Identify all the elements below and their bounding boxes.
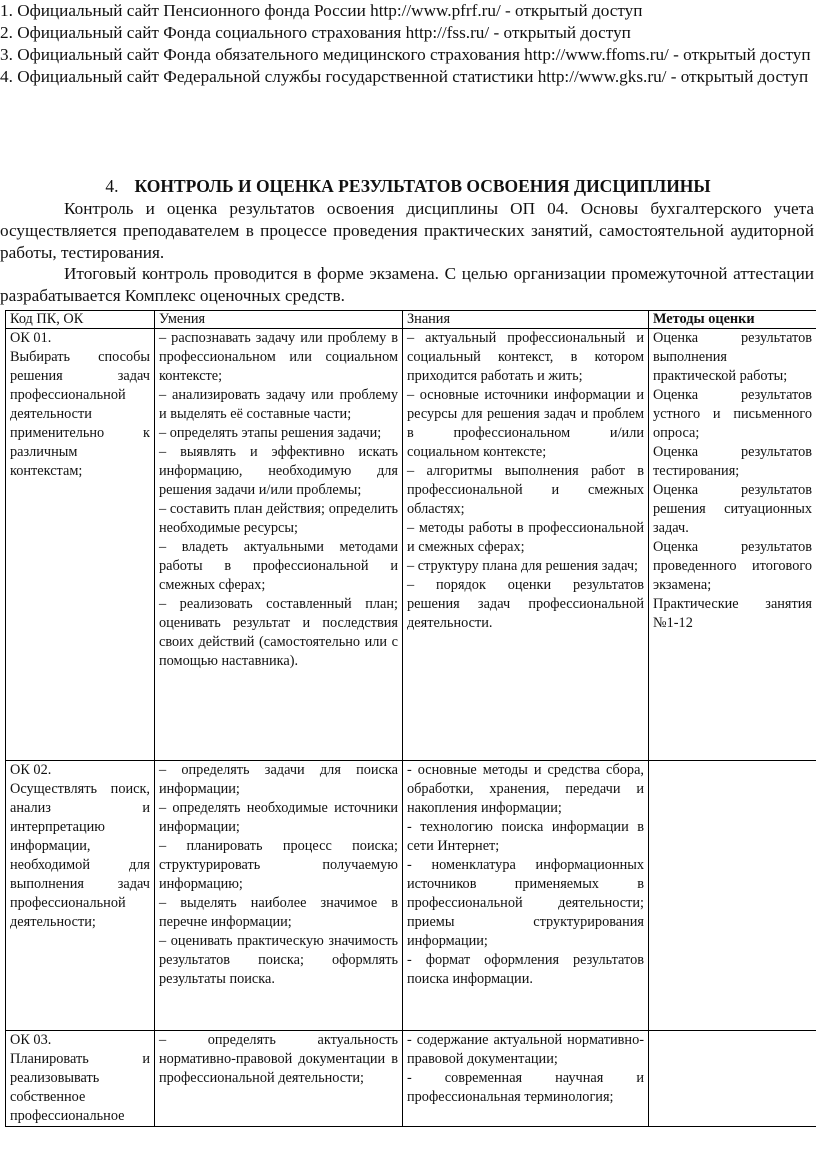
- skills-list: [159, 329, 398, 671]
- cell-line: – реализовать составленный план; оценивать результат и последствия своих действий (самостоятельно или с помощью наставника).: [159, 596, 398, 669]
- cell-line: – владеть актуальными методами работы в профессиональной и смежных сферах;: [159, 539, 398, 593]
- knowledge-list: [407, 761, 644, 989]
- cell-line: – оценивать практическую значимость результатов поиска; оформлять результаты поиска.: [159, 933, 398, 987]
- skills-list: [159, 761, 398, 989]
- knowledge-cell: [403, 761, 649, 1031]
- cell-line: - современная научная и профессиональная терминология;: [407, 1070, 644, 1105]
- header-methods: Методы оценки: [649, 311, 816, 329]
- cell-line: Практические занятия №1-12: [653, 596, 812, 631]
- cell-line: – порядок оценки результатов решения задач профессиональной деятельности.: [407, 577, 644, 631]
- cell-line: - содержание актуальной нормативно-правовой документации;: [407, 1032, 644, 1067]
- cell-line: Оценка результатов решения ситуационных задач.: [653, 482, 812, 536]
- competency-code: ОК 03.: [10, 1032, 52, 1048]
- header-code: Код ПК, ОК: [6, 311, 155, 329]
- methods-cell: [649, 329, 816, 761]
- section-title: КОНТРОЛЬ И ОЦЕНКА РЕЗУЛЬТАТОВ ОСВОЕНИЯ ДИСЦИПЛИНЫ: [134, 176, 711, 196]
- table-row: [6, 1031, 816, 1127]
- cell-line: – определять актуальность нормативно-правовой документации в профессиональной деятельности;: [159, 1032, 398, 1086]
- competency-cell: [6, 761, 155, 1031]
- skills-cell: [155, 329, 403, 761]
- cell-line: – структуру плана для решения задач;: [407, 558, 639, 574]
- knowledge-list: [407, 329, 644, 633]
- table-header-row: [6, 311, 816, 329]
- cell-line: – основные источники информации и ресурсы для решения задач и проблем в профессиональном и/или социальном контексте;: [407, 387, 644, 460]
- knowledge-list: [407, 1031, 644, 1107]
- reference-item: 1. Официальный сайт Пенсионного фонда России http://www.pfrf.ru/ - открытый доступ: [0, 1, 643, 20]
- competency-code: ОК 01.: [10, 330, 52, 346]
- cell-line: – актуальный профессиональный и социальный контекст, в котором приходится работать и жить;: [407, 330, 644, 384]
- table-row: [6, 761, 816, 1031]
- reference-list: [0, 0, 814, 88]
- cell-line: – методы работы в профессиональной и смежных сферах;: [407, 520, 644, 555]
- competency-code: ОК 02.: [10, 762, 52, 778]
- cell-line: – распознавать задачу или проблему в профессиональном или социальном контексте;: [159, 330, 398, 384]
- competency-cell: [6, 1031, 155, 1127]
- competency-description: Осуществлять поиск, анализ и интерпретацию информации, необходимой для выполнения задач профессиональной деятельности;: [10, 781, 150, 930]
- cell-line: – определять этапы решения задачи;: [159, 425, 382, 441]
- cell-line: Оценка результатов выполнения практической работы;: [653, 330, 812, 384]
- cell-line: – анализировать задачу или проблему и выделять её составные части;: [159, 387, 398, 422]
- reference-item: 2. Официальный сайт Фонда социального страхования http://fss.ru/ - открытый доступ: [0, 23, 631, 42]
- header-skills: Умения: [155, 311, 403, 329]
- knowledge-cell: [403, 329, 649, 761]
- reference-item: 4. Официальный сайт Федеральной службы государственной статистики http://www.gks.ru/ - открытый доступ: [0, 67, 809, 86]
- skills-list: [159, 1031, 398, 1088]
- competency-cell: [6, 329, 155, 761]
- competency-description: Планировать и реализовывать собственное профессиональное: [10, 1051, 150, 1124]
- methods-cell: [649, 1031, 816, 1127]
- skills-cell: [155, 761, 403, 1031]
- cell-line: – определять необходимые источники информации;: [159, 800, 398, 835]
- intro-paragraph: Контроль и оценка результатов освоения дисциплины ОП 04. Основы бухгалтерского учета осуществляется преподавателем в процессе проведения практических занятий, самостоятельной аудиторной работы, тестирования.: [0, 199, 814, 262]
- header-knowledge: Знания: [403, 311, 649, 329]
- methods-cell: [649, 761, 816, 1031]
- cell-line: - основные методы и средства сбора, обработки, хранения, передачи и накопления информации;: [407, 762, 644, 816]
- methods-list: [653, 329, 812, 633]
- cell-line: - номенклатура информационных источников применяемых в профессиональной деятельности; приемы структурирования информации;: [407, 857, 644, 949]
- cell-line: – планировать процесс поиска; структурировать получаемую информацию;: [159, 838, 398, 892]
- cell-line: – составить план действия; определить необходимые ресурсы;: [159, 501, 398, 536]
- cell-line: Оценка результатов устного и письменного опроса;: [653, 387, 812, 441]
- cell-line: - технологию поиска информации в сети Интернет;: [407, 819, 644, 854]
- cell-line: – выявлять и эффективно искать информацию, необходимую для решения задачи и/или проблемы;: [159, 444, 398, 498]
- knowledge-cell: [403, 1031, 649, 1127]
- skills-cell: [155, 1031, 403, 1127]
- section-number: 4.: [105, 176, 119, 196]
- cell-line: Оценка результатов тестирования;: [653, 444, 812, 479]
- cell-line: - формат оформления результатов поиска информации.: [407, 952, 644, 987]
- reference-item: 3. Официальный сайт Фонда обязательного медицинского страхования http://www.ffoms.ru/ - открытый доступ: [0, 45, 811, 64]
- competency-description: Выбирать способы решения задач профессиональной деятельности применительно к различным контекстам;: [10, 349, 150, 479]
- cell-line: Оценка результатов проведенного итогового экзамена;: [653, 539, 812, 593]
- cell-line: – алгоритмы выполнения работ в профессиональной и смежных областях;: [407, 463, 644, 517]
- cell-line: – определять задачи для поиска информации;: [159, 762, 398, 797]
- exam-paragraph: Итоговый контроль проводится в форме экзамена. С целью организации промежуточной аттестации разрабатывается Комплекс оценочных средств.: [0, 264, 814, 305]
- cell-line: – выделять наиболее значимое в перечне информации;: [159, 895, 398, 930]
- section-heading: [0, 175, 816, 197]
- assessment-table: [5, 310, 816, 1127]
- table-row: [6, 329, 816, 761]
